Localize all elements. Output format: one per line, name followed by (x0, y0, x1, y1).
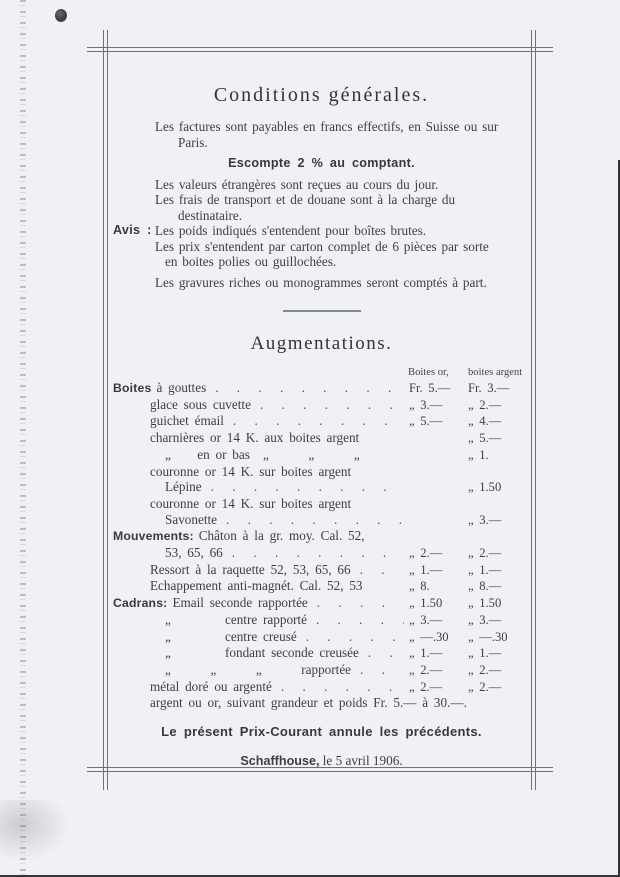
paragraph-line: Les valeurs étrangères sont reçues au cours du jour. (155, 176, 439, 192)
price-argent: „ 2.— (468, 546, 502, 561)
price-or: „ 2.— (409, 546, 443, 561)
price-or: „ 3.— (409, 612, 443, 627)
row-label: „ „ „ rapportée (165, 661, 352, 677)
price-argent: „ 1.— (468, 646, 502, 661)
price-or: „ 3.— (409, 397, 443, 412)
paragraph-line: Les gravures riches ou monogrammes seront comptés à part. (155, 274, 487, 290)
row-label: guichet émail (150, 413, 224, 429)
scan-smudge (0, 800, 70, 862)
price-argent: „ 2.— (468, 679, 502, 694)
row-label: charnières or 14 K. aux boites argent (150, 430, 360, 446)
price-or: „ 2.— (409, 662, 443, 677)
table-row (113, 447, 530, 464)
row-label: centre creusé (225, 628, 297, 644)
ditto-mark: „ (165, 628, 171, 644)
dateline (113, 753, 530, 770)
dot-leader (281, 679, 404, 695)
table-row (113, 595, 530, 612)
table-row (113, 578, 530, 595)
price-argent: „ 3.— (468, 612, 502, 627)
price-or: „ 1.50 (409, 596, 443, 611)
row-label: glace sous cuvette (150, 396, 251, 412)
dateline-date: le 5 avril 1906. (322, 752, 403, 768)
section-divider (283, 310, 361, 312)
price-or: „ 1.— (409, 562, 443, 577)
table-row (113, 528, 530, 545)
dot-leader (232, 545, 404, 561)
table-row (113, 397, 530, 414)
table-row (113, 629, 530, 646)
price-or: „ 5.— (409, 414, 443, 429)
table-row (113, 645, 530, 662)
price-argent: „ 4.— (468, 414, 502, 429)
table-row (113, 662, 530, 679)
frame-line-top (87, 47, 553, 52)
row-category: Mouvements: (113, 529, 194, 544)
price-or: Fr. 5.— (409, 381, 451, 395)
column-header-boites-or: Boites or, (408, 367, 449, 378)
conditions-paragraphs (113, 119, 530, 223)
dot-leader (306, 629, 404, 645)
dot-leader (211, 479, 404, 495)
row-label: Châton à la gr. moy. Cal. 52, (198, 528, 365, 544)
dateline-place: Schaffhouse, (240, 753, 320, 768)
row-category: Boites (113, 381, 152, 395)
row-label: métal doré ou argenté (150, 678, 272, 694)
row-label: argent ou or, suivant grandeur et poids Fr. 5.— à 30.—. (150, 695, 467, 711)
paragraph-line: destinataire. (178, 207, 243, 223)
frame-line-right (531, 30, 536, 790)
table-row (113, 545, 530, 562)
price-or: „ 8. (409, 579, 430, 594)
paragraph-line: Paris. (178, 134, 208, 150)
dot-leader (317, 595, 404, 611)
row-label: couronne or 14 K. sur boites argent (150, 463, 352, 479)
row-label: Echappement anti-magnét. Cal. 52, 53 (150, 578, 363, 594)
price-or: „ —.30 (409, 629, 449, 644)
row-label: 53, 65, 66 (165, 545, 223, 561)
table-row (113, 430, 530, 447)
table-row (113, 512, 530, 529)
row-label: à gouttes (156, 380, 207, 395)
avis-paragraphs (113, 239, 530, 291)
escompte-note: Escompte 2 % au comptant. (228, 156, 415, 170)
paragraph-line: en boites polies ou guillochées. (165, 254, 337, 269)
table-row (113, 612, 530, 629)
dot-leader (360, 662, 404, 678)
dot-leader (360, 562, 404, 578)
table-row (113, 413, 530, 430)
footer-notice: Le présent Prix-Courant annule les précédents. (161, 724, 482, 740)
frame-line-left (103, 30, 108, 790)
price-argent: „ 2.— (468, 662, 502, 677)
table-row (113, 695, 530, 711)
price-argent: „ —.30 (468, 629, 508, 644)
ditto-mark: „ (165, 645, 171, 661)
augmentations-title: Augmentations. (250, 333, 393, 354)
avis-row (113, 223, 530, 239)
price-argent: „ 1.50 (468, 596, 502, 611)
row-label: „ en or bas „ „ „ (165, 446, 360, 462)
price-table (113, 366, 530, 711)
price-argent: „ 3.— (468, 512, 502, 527)
row-label: centre rapporté (225, 611, 307, 627)
price-argent: „ 2.— (468, 397, 502, 412)
row-label: Savonette (165, 511, 218, 527)
row-label: couronne or 14 K. sur boites argent (150, 495, 352, 511)
dot-leader (316, 612, 404, 628)
table-row (113, 479, 530, 496)
page-content (113, 58, 530, 769)
table-row (113, 380, 530, 397)
row-label: fondant seconde creusée (225, 645, 359, 661)
table-row (113, 562, 530, 579)
price-argent: „ 1.50 (468, 480, 502, 495)
row-category: Cadrans: (113, 596, 168, 611)
table-row (113, 496, 530, 512)
price-argent: „ 8.— (468, 579, 502, 594)
dot-leader (226, 512, 404, 528)
price-or: „ 1.— (409, 646, 443, 661)
column-header-boites-argent: boites argent (468, 367, 523, 378)
table-header (113, 366, 530, 380)
price-argent: „ 1. (468, 447, 489, 462)
price-argent: „ 5.— (468, 431, 502, 446)
row-label: Email seconde rapportée (172, 595, 308, 611)
price-or: „ 2.— (409, 679, 443, 694)
conditions-title: Conditions générales. (213, 84, 430, 106)
dot-leader (215, 380, 404, 396)
avis-label: Avis : (113, 223, 152, 237)
row-label: Ressort à la raquette 52, 53, 65, 66 (150, 561, 351, 577)
punch-hole-mark (55, 9, 67, 22)
paragraph-line: Les frais de transport et de douane sont à la charge du (155, 192, 456, 207)
paragraph-line: Les prix s'entendent par carton complet de 6 pièces par sorte (155, 238, 489, 254)
price-argent: Fr. 3.— (468, 381, 510, 395)
price-argent: „ 1.— (468, 562, 502, 577)
avis-text: Les poids indiqués s'entendent pour boîtes brutes. (155, 223, 427, 238)
ditto-mark: „ (165, 611, 171, 627)
row-label: Lépine (165, 479, 202, 495)
paragraph-line: Les factures sont payables en francs effectifs, en Suisse ou sur (155, 119, 499, 134)
dot-leader (260, 397, 404, 413)
binding-edge-texture (20, 0, 26, 877)
table-row (113, 679, 530, 696)
dot-leader (368, 645, 404, 661)
dot-leader (233, 413, 404, 429)
table-row (113, 464, 530, 480)
